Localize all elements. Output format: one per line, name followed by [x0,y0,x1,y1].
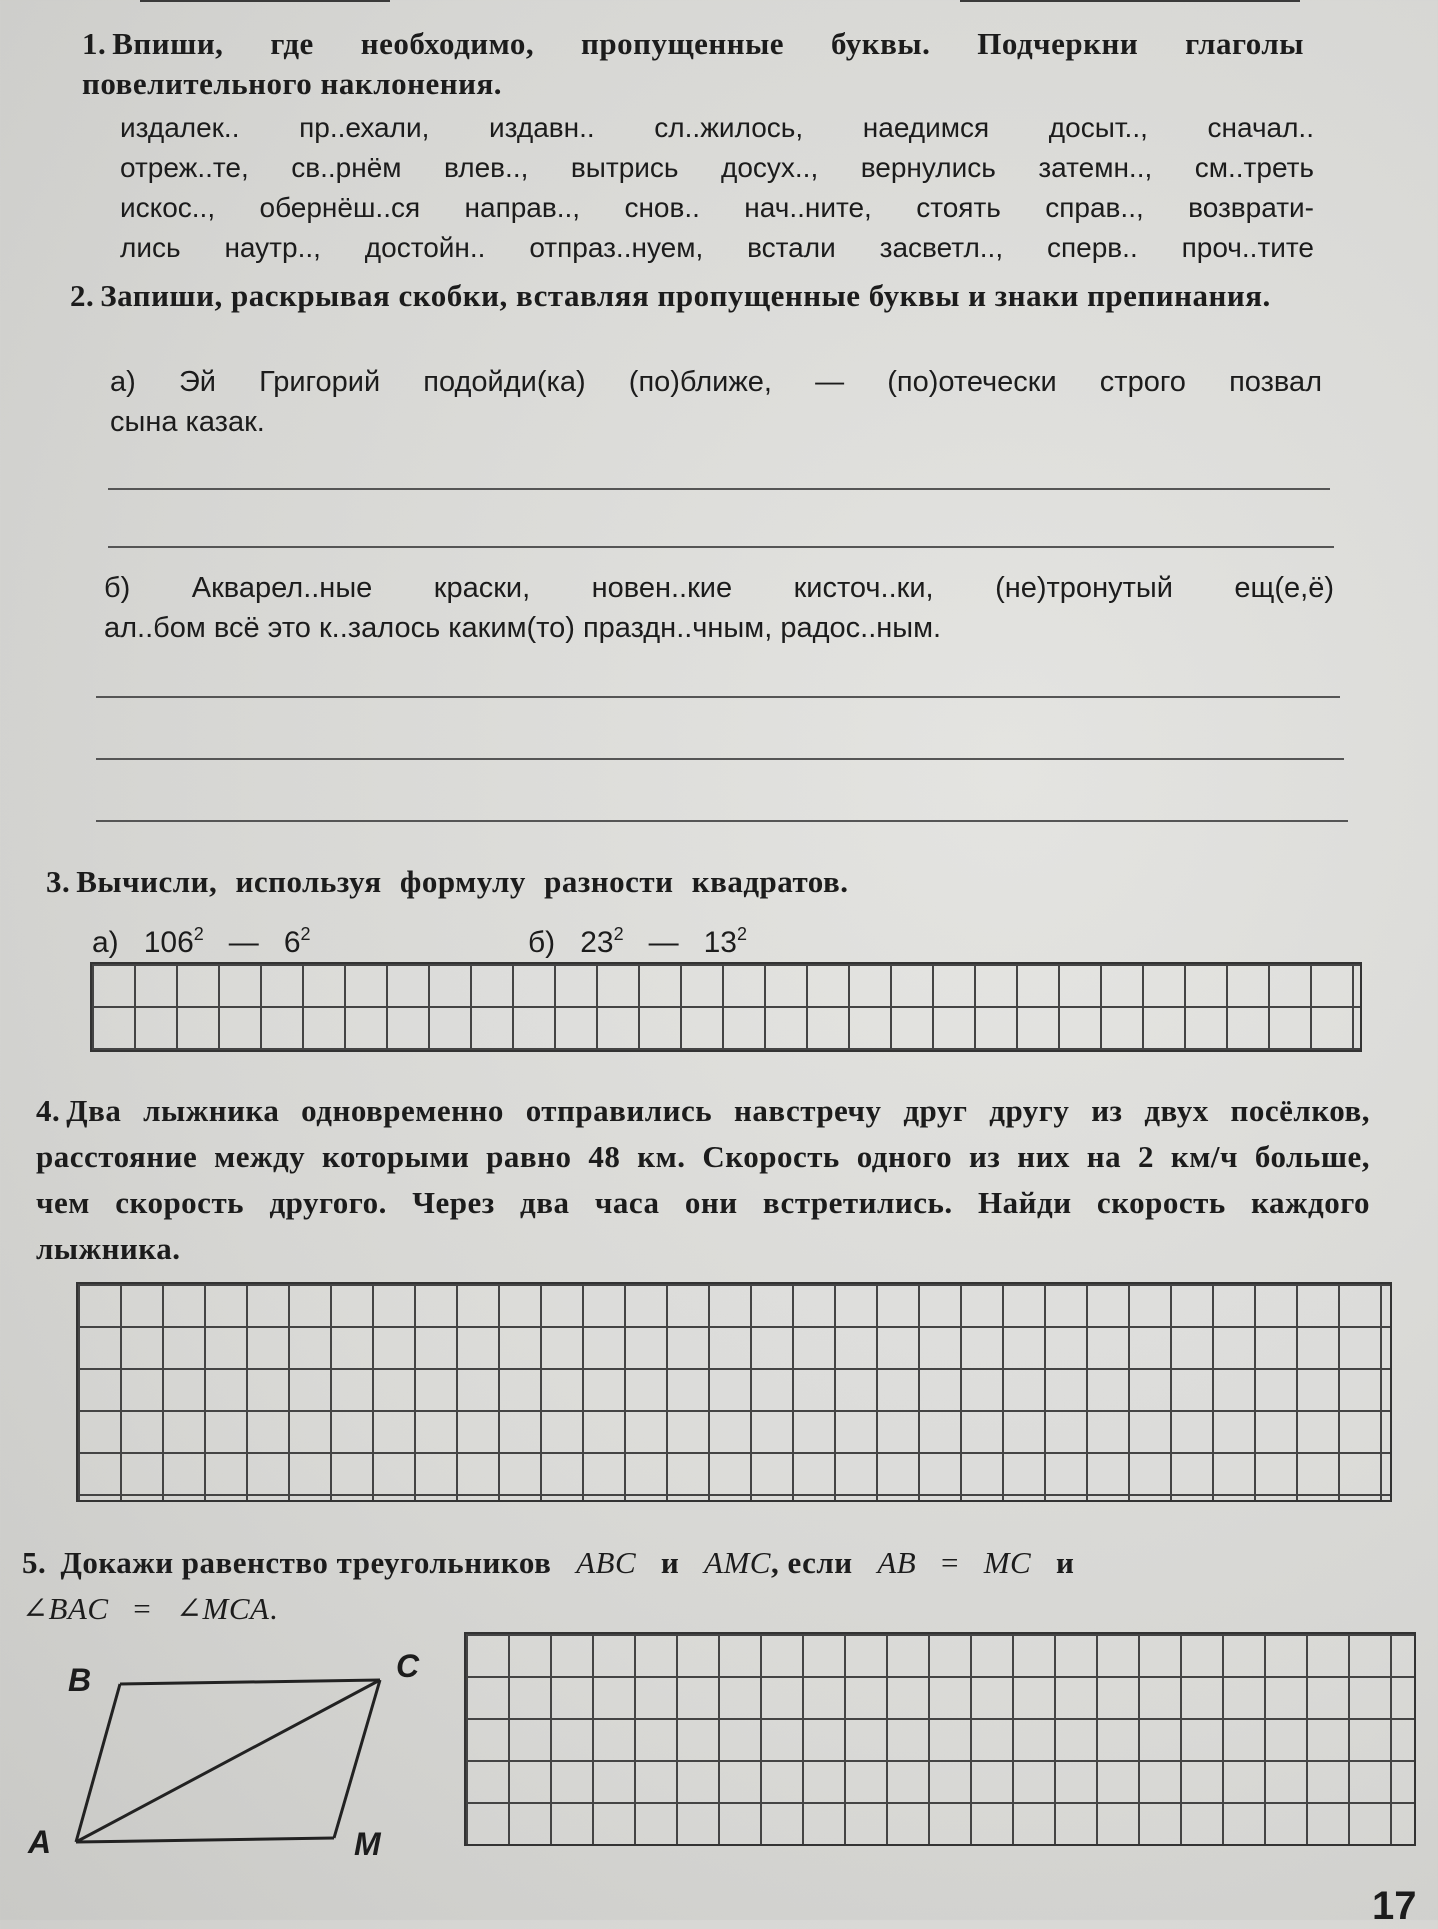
task1-line-1: издалек.. пр..ехали, издавн.. сл..жилось, наедимся досыт.., сначал.. [120,112,1314,143]
task2b-sentence [104,568,1334,648]
task5-segment1: AB [877,1545,917,1580]
answer-line[interactable] [108,488,1330,490]
task1-line-4: лись наутр.., достойн.. отпраз..нуем, встали засветл.., сперв.. проч..тите [120,232,1314,263]
header-rule-left [140,0,390,2]
task2b-line-2: ал..бом всё это к..залось каким(то) праздн..чным, радос..ным. [104,612,942,644]
task5-text: Докажи равенство треугольников [60,1545,552,1580]
task3a-minus: — [228,926,259,959]
task3a-power2: 2 [300,924,311,944]
task5-answer-grid[interactable] [464,1632,1416,1846]
task1-heading [82,24,1304,104]
task1-line-2: отреж..те, св..рнём влев.., вытрись досух.., вернулись затемн.., см..треть [120,152,1314,183]
task5-angle1: ∠BAC [22,1591,109,1626]
task3b-base2: 13 [703,926,737,959]
task5-and2: и [1055,1545,1075,1580]
task3b-expression [528,914,747,963]
task5-and: и [660,1545,680,1580]
task3-heading [46,862,1146,902]
task3a-base1: 106 [143,926,194,959]
task1-word-list [120,108,1314,268]
task5-equals2: = [133,1591,152,1626]
answer-line[interactable] [96,820,1348,822]
task2-text: Запиши, раскрывая скобки, вставляя пропущенные буквы и знаки препинания. [100,278,1271,313]
task1-text: Впиши, где необходимо, пропущенные буквы. Подчеркни глаголы повелительного наклонения. [82,26,1304,101]
task3b-power2: 2 [737,924,748,944]
task3b-base1: 23 [580,926,614,959]
task3a-expression [92,914,311,963]
segment-MC [334,1680,380,1838]
header-rule-right [960,0,1300,2]
task1-number: 1. [82,26,107,61]
task4-answer-grid[interactable] [76,1282,1392,1502]
task3-answer-grid[interactable] [90,962,1362,1052]
task3a-label: а) [92,926,119,959]
task5-angle2: ∠MCA [176,1591,270,1626]
vertex-M-label: M [354,1826,381,1862]
task5-number: 5. [22,1545,47,1580]
segment-AB [76,1684,120,1842]
answer-line[interactable] [96,758,1344,760]
task3b-power1: 2 [613,924,624,944]
segment-AM [76,1838,334,1842]
task3a-power1: 2 [193,924,204,944]
task3-text: Вычисли, используя формулу разности квадратов. [76,864,849,899]
task4-text: Два лыжника одновременно отправились навстречу друг другу из двух посёлков, расстояние между которыми равно 48 км. Скорость одного из них на 2 км/ч больше, чем скорость другого. Через два часа они встретились. Найди скорость каждого лыжника. [36,1093,1370,1266]
answer-line[interactable] [96,696,1340,698]
segment-BC [120,1680,380,1684]
task2b-line-1: б) Акварел..ные краски, новен..кие кисточ..ки, (не)тронутый ещ(е,ё) [104,572,1334,604]
task5-triangle2: AMC [704,1545,771,1580]
task4-number: 4. [36,1093,61,1128]
task2-heading [70,276,1318,316]
task5-triangle1: ABC [576,1545,637,1580]
task2a-sentence [110,362,1322,442]
task2a-line-1: а) Эй Григорий подойди(ка) (по)ближе, — (по)отечески строго позвал [110,366,1322,398]
task3b-label: б) [528,926,556,959]
task3a-base2: 6 [283,926,301,959]
task5-equals: = [941,1545,959,1580]
vertex-C-label: C [396,1648,420,1684]
task2a-line-2: сына казак. [110,406,265,438]
task4-heading [36,1088,1370,1272]
task5-if: , если [770,1545,853,1580]
task3b-minus: — [648,926,679,959]
task5-heading: 5. Докажи равенство треугольников ABC и AMC, если AB = MC и ∠BAC = ∠MCA. [22,1545,1075,1626]
task1-line-3: искос.., обернёш..ся направ.., снов.. нач..ните, стоять справ.., возврати- [120,192,1314,223]
diagonal-AC [76,1680,380,1842]
answer-line[interactable] [108,546,1334,548]
page-number: 17 [1372,1884,1417,1928]
vertex-B-label: B [68,1662,92,1698]
vertex-A-label: A [28,1824,52,1860]
task5-segment2: MC [983,1545,1032,1580]
task2-number: 2. [70,278,95,313]
task3-number: 3. [46,864,71,899]
